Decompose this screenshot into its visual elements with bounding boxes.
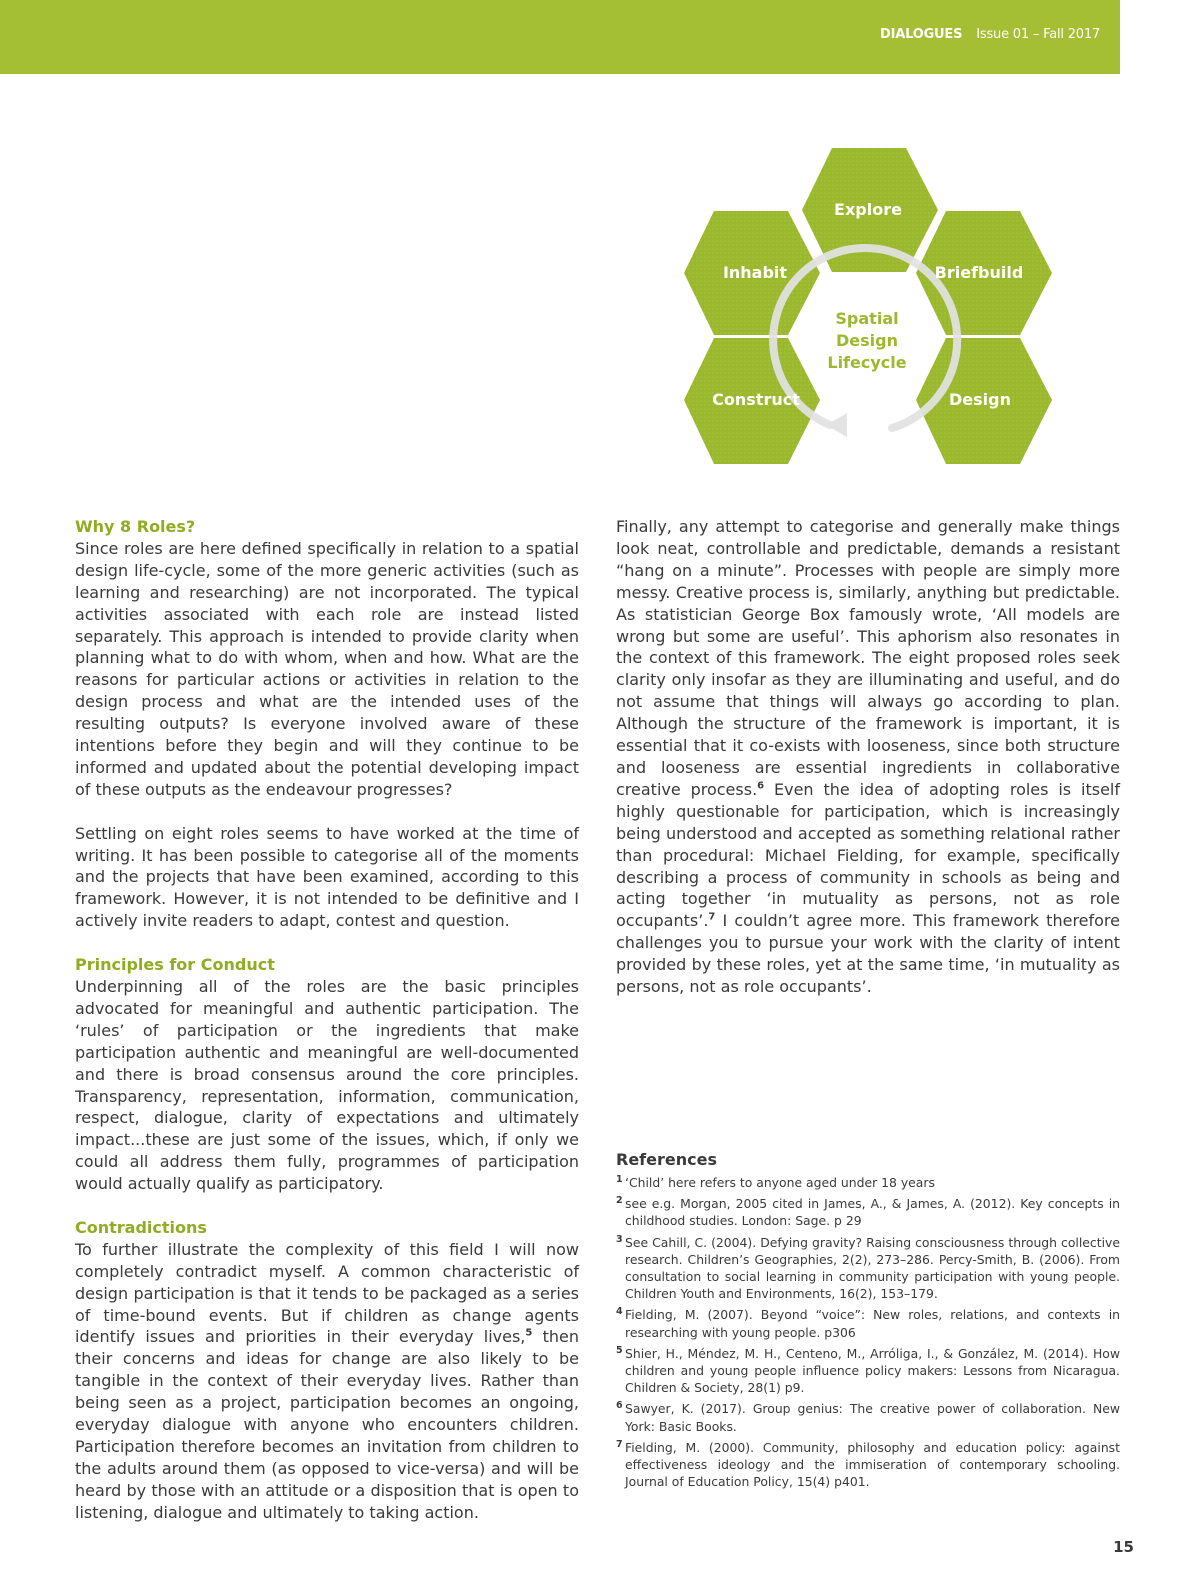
stage-label-construct: Construct <box>712 390 800 409</box>
reference-item <box>616 1234 1120 1303</box>
lifecycle-svg <box>680 140 1060 475</box>
cycle-arrow-icon <box>826 413 847 437</box>
reference-item <box>616 1174 1120 1191</box>
paragraph-principles: Underpinning all of the roles are the basic principles advocated for meaningful and authentic participation. The ‘rules’ of participation or the ingredients that make participation authentic and meaningful are well-documented and there is broad consensus around the core principles. Transparency, representation, information, communication, respect, dialogue, clarity of expectations and ultimately impact...these are just some of the issues, which, if only we could all address them fully, programmes of participation would actually qualify as participatory. <box>75 977 579 1194</box>
heading-principles: Principles for Conduct <box>75 955 275 975</box>
reference-text: Sawyer, K. (2017). Group genius: The creative power of collaboration. New York: Basic Books. <box>625 1401 1120 1434</box>
right-column <box>616 516 1120 998</box>
reference-text: Shier, H., Méndez, M. H., Centeno, M., Arróliga, I., & González, M. (2014). How children and young people influence policy makers: Lessons from Nicaragua. Children & Society, 28(1) p9. <box>625 1345 1120 1396</box>
heading-why-8-roles: Why 8 Roles? <box>75 517 196 536</box>
page-number: 15 <box>1113 1538 1134 1556</box>
reference-text: ‘Child’ here refers to anyone aged under 18 years <box>625 1175 935 1190</box>
references-title: References <box>616 1150 717 1169</box>
finally-text-b: Even the idea of adopting roles is itself highly questionable for participation, which is increasingly being understood and accepted as something relational rather than procedural: Michael Fielding, for example, specifically describing a process of community in schools as being and acting together ‘in mutuality as persons, not as role occupants’. <box>616 779 1120 931</box>
stage-label-briefbuild: Briefbuild <box>934 263 1024 282</box>
reference-item <box>616 1195 1120 1229</box>
paragraph-eight-roles: Settling on eight roles seems to have worked at the time of writing. It has been possible to categorise all of the moments and the projects that have been examined, according to this framework. However, it is not intended to be definitive and I actively invite readers to adapt, contest and question. <box>75 823 579 931</box>
reference-item <box>616 1345 1120 1397</box>
paragraph-roles-definition: Since roles are here defined specifically in relation to a spatial design life-cycle, some of the more generic activities (such as learning and researching) are not incorporated. The typical activities associated with each role are instead listed separately. This approach is intended to provide clarity when planning what to do with whom, when and how. What are the reasons for particular actions or activities in relation to the design process and what are the intended uses of the resulting outputs? Is everyone involved aware of these intentions before they begin and will they continue to be informed and updated about the potential developing impact of these outputs as the endeavour progresses? <box>75 538 579 799</box>
reference-item <box>616 1306 1120 1340</box>
reference-text: see e.g. Morgan, 2005 cited in James, A., & James, A. (2012). Key concepts in childhood studies. London: Sage. p 29 <box>625 1196 1120 1229</box>
stage-label-explore: Explore <box>834 200 902 219</box>
lifecycle-diagram <box>680 140 1060 475</box>
stage-label-design: Design <box>949 390 1011 409</box>
reference-item <box>616 1439 1120 1491</box>
contradictions-text-b: then their concerns and ideas for change are also likely to be tangible in the context of their everyday lives. Rather than being seen as a project, participation becomes an ongoing, everyday dialogue with anyone who encounters children. Participation therefore becomes an invitation from children to the adults around them (as opposed to vice-versa) and will be heard by those with an attitude or a disposition that is open to listening, dialogue and ultimately to taking action. <box>75 1327 580 1522</box>
finally-text-c: I couldn’t agree more. This framework therefore challenges you to pursue your work with the clarity of intent provided by these roles, yet at the same time, ‘in mutuality as persons, not as role occupants’. <box>616 911 1120 997</box>
masthead <box>880 27 1100 42</box>
heading-contradictions: Contradictions <box>75 1217 207 1237</box>
footnote-ref-5: 5 <box>525 1328 533 1340</box>
reference-number: 7 <box>616 1438 623 1450</box>
reference-text: See Cahill, C. (2004). Defying gravity? Raising consciousness through collective research. Children’s Geographies, 2(2), 273–286. Percy-Smith, B. (2006). From consultation to social learning in community participation with young people. Children Youth and Environments, 16(2), 153–179. <box>625 1234 1120 1302</box>
reference-number: 2 <box>616 1195 623 1207</box>
contradictions-text-a: To further illustrate the complexity of this field I will now completely contradict myself. A common characteristic of design participation is that it tends to be packaged as a series of time-bound events. But if children as change agents identify issues and priorities in their everyday lives, <box>75 1239 579 1347</box>
reference-number: 5 <box>616 1344 623 1356</box>
paragraph-finally <box>616 516 1120 998</box>
center-label-line3: Lifecycle <box>827 353 907 372</box>
center-label-line2: Design <box>836 331 898 350</box>
footnote-ref-6: 6 <box>757 780 765 792</box>
issue-label: Issue 01 – Fall 2017 <box>976 27 1100 42</box>
reference-number: 6 <box>616 1400 623 1412</box>
footnote-ref-7: 7 <box>708 911 716 923</box>
finally-text-a: Finally, any attempt to categorise and generally make things look neat, controllable and predictable, demands a resistant “hang on a minute”. Processes with people are simply more messy. Creative process is, similarly, anything but predictable. As statistician George Box famously wrote, ‘All models are wrong but some are useful’. This aphorism also resonates in the context of this framework. The eight proposed roles seek clarity only insofar as they are illuminating and useful, and do not assume that things will always go according to plan. Although the structure of the framework is important, it is essential that it co-exists with looseness, since both structure and looseness are essential ingredients in collaborative creative process. <box>616 517 1120 799</box>
left-column <box>75 516 579 1524</box>
reference-number: 3 <box>616 1233 623 1245</box>
reference-number: 4 <box>616 1306 623 1318</box>
reference-item <box>616 1400 1120 1434</box>
reference-text: Fielding, M. (2000). Community, philosophy and education policy: against effectiveness ideology and the immiseration of contemporary schooling. Journal of Education Policy, 15(4) p401. <box>625 1439 1120 1490</box>
stage-label-inhabit: Inhabit <box>722 263 788 282</box>
reference-number: 1 <box>616 1174 623 1185</box>
reference-text: Fielding, M. (2007). Beyond “voice”: New roles, relations, and contexts in researching with young people. p306 <box>625 1307 1120 1340</box>
references-section <box>616 1150 1120 1494</box>
paragraph-contradictions <box>75 1239 579 1524</box>
center-label-line1: Spatial <box>835 309 899 328</box>
magazine-name: DIALOGUES <box>880 27 963 42</box>
